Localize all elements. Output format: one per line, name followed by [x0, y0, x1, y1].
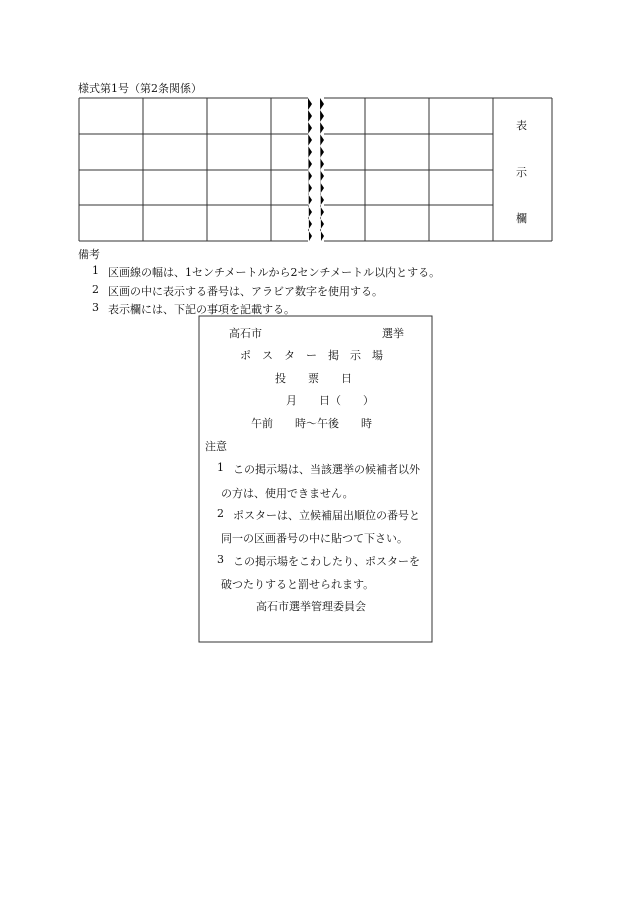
note-number-1: 1: [92, 264, 99, 277]
note-text-3: 表示欄には、下記の事項を記載する。: [108, 303, 295, 316]
note-number-3: 3: [92, 301, 99, 314]
caution-line-3b: 破つたりすると罰せられます。: [221, 578, 375, 591]
note-text-1: 区画線の幅は、1センチメートルから2センチメートル以内とする。: [108, 266, 441, 279]
display-column-label-2: 示: [516, 166, 527, 179]
display-column-label-1: 表: [516, 119, 527, 132]
box-month-day: 月 日（ ）: [286, 394, 374, 407]
caution-line-1a: この掲示場は、当該選挙の候補者以外: [233, 463, 420, 476]
box-hours: 午前 時～午後 時: [251, 417, 372, 430]
box-election: 選挙: [382, 327, 404, 340]
caution-line-3a: この掲示場をこわしたり、ポスターを: [233, 555, 420, 568]
caution-line-2a: ポスターは、立候補届出順位の番号と: [233, 509, 420, 522]
note-number-2: 2: [92, 283, 99, 296]
caution-number-2: 2: [217, 507, 224, 520]
caution-number-3: 3: [217, 553, 224, 566]
form-heading: 様式第1号（第2条関係）: [78, 82, 202, 95]
box-poster-place: ポ ス タ ー 掲 示 場: [240, 349, 383, 362]
caution-number-1: 1: [217, 461, 224, 474]
box-caution-title: 注意: [205, 440, 227, 453]
caution-line-2b: 同一の区画番号の中に貼つて下さい。: [221, 532, 408, 545]
display-column-label-3: 欄: [516, 212, 527, 225]
caution-line-1b: の方は、使用できません。: [221, 487, 354, 500]
notes-title: 備考: [78, 248, 100, 261]
box-committee: 高石市選挙管理委員会: [256, 600, 366, 613]
box-city: 高石市: [229, 327, 262, 340]
note-text-2: 区画の中に表示する番号は、アラビア数字を使用する。: [108, 285, 383, 298]
box-vote-date: 投 票 日: [275, 372, 352, 385]
